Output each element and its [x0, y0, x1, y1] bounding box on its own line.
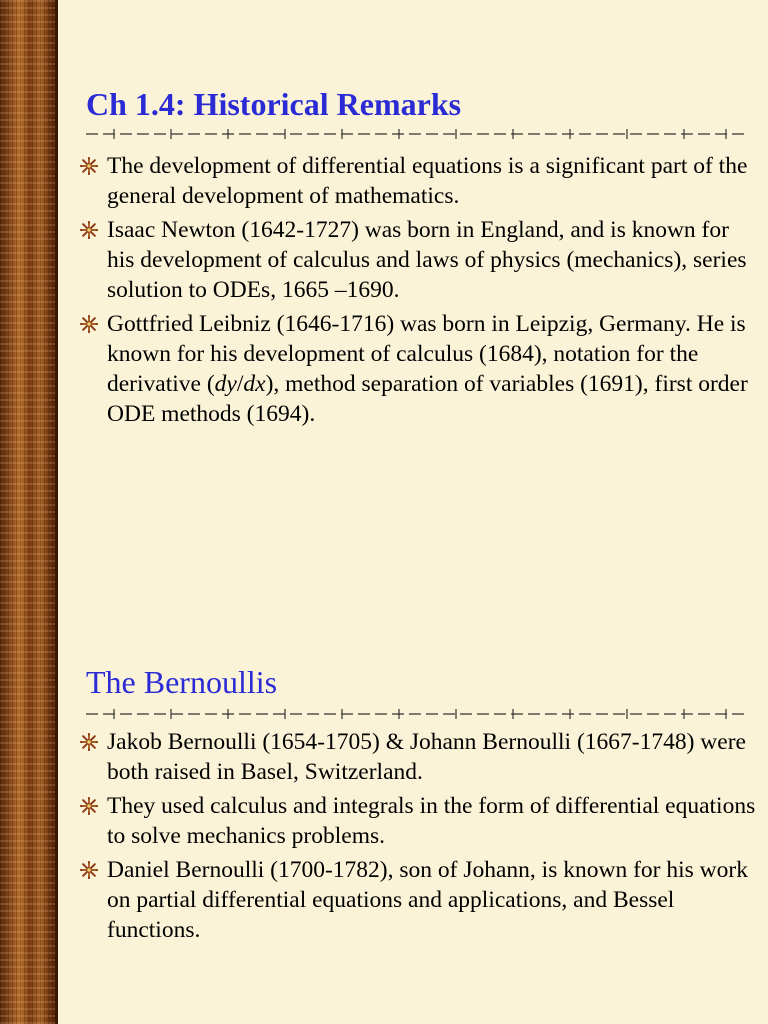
- list-item: [80, 151, 760, 211]
- slide-title: Ch 1.4: Historical Remarks: [86, 86, 462, 122]
- bullet-text: Daniel Bernoulli (1700-1782), son of Johann, is known for his work on partial differential equations and applications, and Bessel functions.: [107, 857, 748, 943]
- slide-bernoullis: [0, 576, 768, 1024]
- math-slash: /: [236, 371, 244, 397]
- bullet-list: [80, 727, 760, 949]
- bullet-text: Jakob Bernoulli (1654-1705) & Johann Bernoulli (1667-1748) were both raised in Basel, Switzerland.: [107, 729, 746, 785]
- asterisk-star-icon: [80, 221, 98, 239]
- bullet-text: Isaac Newton (1642-1727) was born in England, and is known for his development of calculus and laws of physics (mechanics), series solution to ODEs, 1665 –1690.: [107, 217, 747, 303]
- asterisk-star-icon: [80, 733, 98, 751]
- slide-title: The Bernoullis: [86, 664, 278, 700]
- math-dx: dx: [243, 371, 266, 397]
- asterisk-star-icon: [80, 157, 98, 175]
- list-item: [80, 791, 760, 851]
- asterisk-star-icon: [80, 861, 98, 879]
- bullet-text: [107, 309, 760, 429]
- bullet-text-part: Gottfried Leibniz (1646-1716) was born in Leipzig, Germany. He is known for his development of calculus (1684), notation for the derivative (: [107, 311, 746, 397]
- asterisk-star-icon: [80, 315, 98, 333]
- list-item: [80, 309, 760, 429]
- bullet-text: They used calculus and integrals in the form of differential equations to solve mechanics problems.: [107, 793, 756, 849]
- list-item: [80, 727, 760, 787]
- list-item: [80, 215, 760, 305]
- decorative-border: [0, 0, 58, 576]
- decorative-border: [0, 576, 58, 1024]
- bullet-text: The development of differential equations is a significant part of the general development of mathematics.: [107, 153, 748, 209]
- bullet-text-part: ), method separation of variables (1691), first order ODE methods (1694).: [107, 371, 748, 427]
- dashed-divider: [86, 129, 746, 139]
- math-dy: dy: [214, 371, 237, 397]
- bullet-list: [80, 151, 760, 433]
- asterisk-star-icon: [80, 797, 98, 815]
- dashed-divider: [86, 709, 746, 719]
- list-item: [80, 855, 760, 945]
